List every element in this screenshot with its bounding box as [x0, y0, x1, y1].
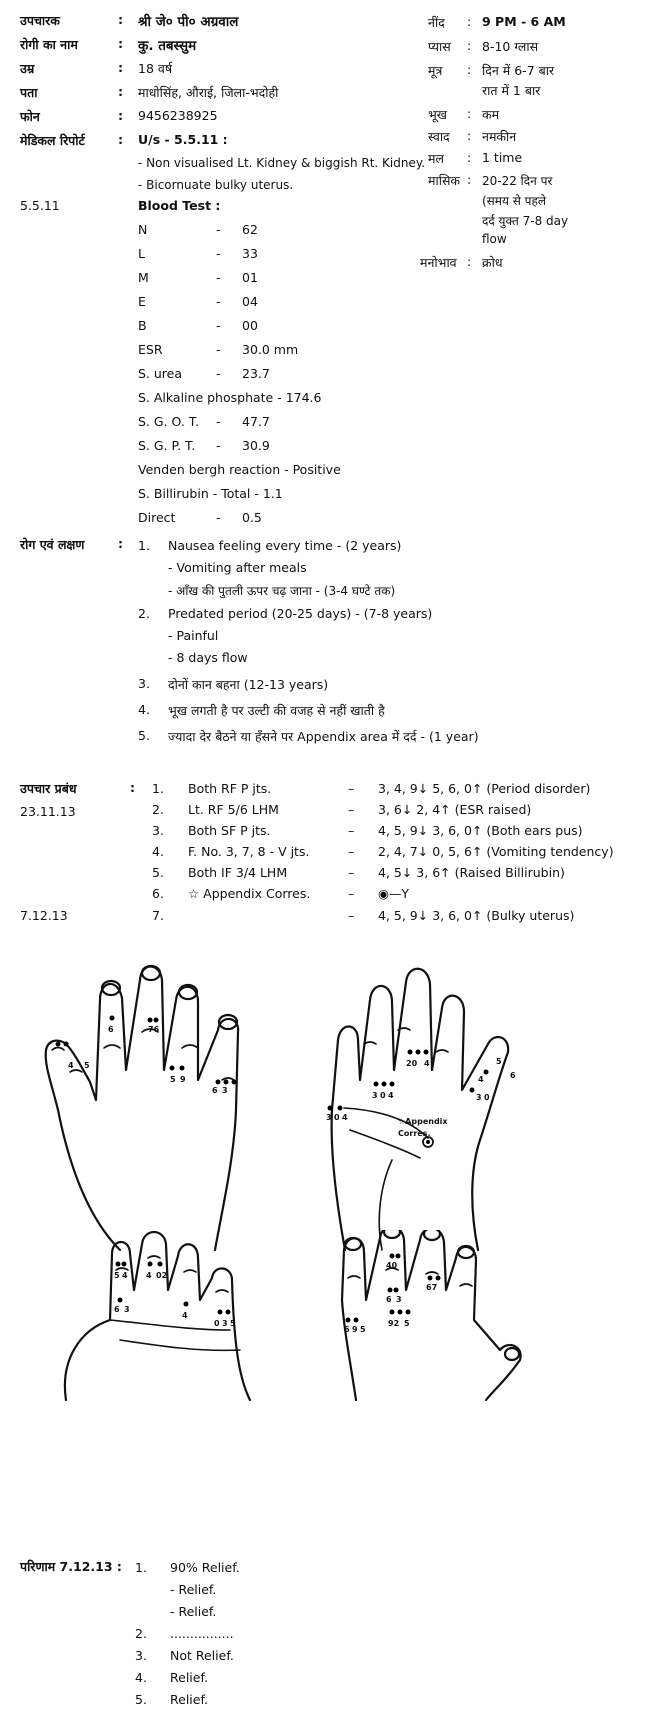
hand-4-label: 6 — [386, 1295, 392, 1304]
hand-4-label: 6 — [344, 1325, 350, 1334]
value-age: 18 वर्ष — [138, 61, 173, 76]
symptom-text: - 8 days flow — [168, 650, 248, 665]
symptom-num: 3. — [138, 676, 150, 691]
symptom-text: दोनों कान बहना (12-13 years) — [168, 677, 329, 692]
symptom-num: 2. — [138, 606, 150, 621]
label-practitioner: उपचारक — [20, 13, 60, 28]
hand-3-label: 4 — [146, 1271, 152, 1280]
hand-1-label: 5 — [170, 1075, 176, 1084]
rp-value-8: (समय से पहले — [482, 194, 546, 208]
bt-value: 01 — [242, 270, 258, 285]
label-age: उम्र — [20, 61, 35, 76]
rp-value-7: 20-22 दिन पर — [482, 174, 553, 188]
treatment-name: Both RF P jts. — [188, 781, 272, 796]
treatment-name: Both SF P jts. — [188, 823, 271, 838]
hand-2-label: 6 — [510, 1071, 516, 1080]
treatment-num: 7. — [152, 908, 164, 923]
bt-name: S. G. P. T. — [138, 438, 196, 453]
value-us-date: U/s - 5.5.11 : — [138, 132, 228, 147]
hand-4-points — [344, 1254, 441, 1335]
symptom-text: भूख लगती है पर उल्टी की वजह से नहीं खाती है — [168, 703, 385, 718]
symptom-text: Nausea feeling every time - (2 years) — [168, 538, 402, 553]
symptom-num: 1. — [138, 538, 150, 553]
treatment-num: 4. — [152, 844, 164, 859]
hand-2-label: 0 — [334, 1113, 340, 1122]
hand-4-label: 5 — [360, 1325, 366, 1334]
bt-name: S. urea — [138, 366, 183, 381]
hand-4-label: 5 — [404, 1319, 410, 1328]
result-num: 4. — [135, 1670, 147, 1685]
hand-2-label: 0 — [484, 1093, 490, 1102]
hand-1-label: 3 — [222, 1086, 228, 1095]
treatment-name: F. No. 3, 7, 8 - V jts. — [188, 844, 310, 859]
result-num: 2. — [135, 1626, 147, 1641]
rp-value-0: 9 PM - 6 AM — [482, 14, 566, 29]
treatment-points: ◉—Y — [378, 886, 410, 901]
blood-test-title: Blood Test : — [138, 198, 221, 213]
rp-value-4: कम — [482, 107, 500, 122]
hand-diagrams-bottom — [0, 1230, 650, 1410]
us-note-1: - Non visualised Lt. Kidney & biggish Rt. Kidney. — [138, 156, 426, 170]
hand-3-label: 4 — [122, 1271, 128, 1280]
bt-name: E — [138, 294, 146, 309]
rp-label-6: मल — [428, 151, 444, 166]
hand-2-label: 5 — [496, 1057, 502, 1066]
hand-1-label: 9 — [180, 1075, 186, 1084]
hand-3-label: 4 — [182, 1311, 188, 1320]
value-practitioner: श्री जे० पी० अग्रवाल — [138, 14, 239, 30]
rp-value-9: दर्द युक्त 7-8 day — [482, 214, 569, 228]
rp-label-2: मूत्र — [428, 63, 443, 78]
symptom-text: - Vomiting after meals — [168, 560, 307, 575]
result-num: 5. — [135, 1692, 147, 1707]
result-text: - Relief. — [170, 1582, 217, 1597]
rp-label-5: स्वाद — [428, 129, 450, 144]
symptom-text: Predated period (20-25 days) - (7-8 years) — [168, 606, 433, 621]
result-text: ................ — [170, 1626, 234, 1641]
symptom-num: 5. — [138, 728, 150, 743]
hand-1-label: 76 — [148, 1025, 160, 1034]
symptom-text: ज्यादा देर बैठने या हँसने पर Appendix area में दर्द - (1 year) — [168, 729, 479, 744]
hand-2-label: 3 — [326, 1113, 332, 1122]
hand-1-label: 5 — [84, 1061, 90, 1070]
value-address: माधोसिंह, औराई, जिला-भदोही — [138, 85, 279, 100]
hand-2-label: 4 — [342, 1113, 348, 1122]
us-note-2: - Bicornuate bulky uterus. — [138, 178, 294, 192]
bt-name: ESR — [138, 342, 163, 357]
hand-3-label: 3 — [124, 1305, 130, 1314]
hand-2-label: 20 — [406, 1059, 418, 1068]
hand-3-label: 3 — [222, 1319, 228, 1328]
hand-4-outline — [342, 1230, 521, 1400]
rp-label-7: मासिक — [428, 173, 461, 188]
label-medical-report: मेडिकल रिपोर्ट — [20, 133, 85, 148]
hand-4-label: 67 — [426, 1283, 438, 1292]
appendix-label: ☆Appendix — [398, 1117, 448, 1126]
hand-4-label: 92 — [388, 1319, 400, 1328]
treatment-num: 6. — [152, 886, 164, 901]
hand-4-label: 40 — [386, 1261, 398, 1270]
nail-1b — [142, 966, 160, 980]
appendix-corres-label: Corres. — [398, 1129, 431, 1138]
hand-3-label: 5 — [114, 1271, 120, 1280]
hand-2-label: 4 — [424, 1059, 430, 1068]
rp-label-4: भूख — [428, 107, 448, 122]
treatment-num: 5. — [152, 865, 164, 880]
symptoms-label: रोग एवं लक्षण — [20, 537, 85, 552]
treatment-points: 3, 4, 9↓ 5, 6, 0↑ (Period disorder) — [378, 781, 591, 796]
bt-name: L — [138, 246, 145, 261]
result-text: Relief. — [170, 1670, 208, 1685]
bt-value: 33 — [242, 246, 258, 261]
bt-name: N — [138, 222, 148, 237]
bt-name: B — [138, 318, 147, 333]
treatment-label: उपचार प्रबंध — [20, 781, 77, 796]
symptom-num: 4. — [138, 702, 150, 717]
bt-name: S. G. O. T. — [138, 414, 199, 429]
bt-value: 30.0 mm — [242, 342, 299, 357]
treatment-name: Lt. RF 5/6 LHM — [188, 802, 279, 817]
blood-test-date: 5.5.11 — [20, 198, 60, 213]
result-text: Not Relief. — [170, 1648, 234, 1663]
hand-2-label: 0 — [380, 1091, 386, 1100]
hand-1-label: 6 — [108, 1025, 114, 1034]
treatment-num: 1. — [152, 781, 164, 796]
hand-4-label: 3 — [396, 1295, 402, 1304]
rp-label-0: नींद — [428, 15, 445, 30]
treatment-num: 2. — [152, 802, 164, 817]
bt-value: 0.5 — [242, 510, 262, 525]
hand-2-label: 4 — [478, 1075, 484, 1084]
symptom-text: - आँख की पुतली ऊपर चढ़ जाना - (3-4 घण्टे तक) — [168, 584, 396, 598]
rp-value-11: क्रोध — [482, 255, 503, 270]
treatment-name: ☆ Appendix Corres. — [188, 886, 311, 901]
hand-3-label: 0 — [214, 1319, 220, 1328]
result-label: परिणाम 7.12.13 : — [20, 1559, 122, 1574]
hand-1-label: 4 — [68, 1061, 74, 1070]
treatment-name: Both IF 3/4 LHM — [188, 865, 288, 880]
treatment-date: 7.12.13 — [20, 908, 68, 923]
value-patient-name: कु. तबस्सुम — [138, 38, 197, 54]
hand-1-label: 6 — [212, 1086, 218, 1095]
rp-value-6: 1 time — [482, 150, 523, 165]
rp-value-10: flow — [482, 232, 507, 246]
hand-1-points — [56, 1016, 237, 1096]
label-patient-name: रोगी का नाम — [20, 37, 78, 52]
rp-value-5: नमकीन — [482, 129, 517, 144]
value-phone: 9456238925 — [138, 108, 218, 123]
treatment-points: 4, 5↓ 3, 6↑ (Raised Billirubin) — [378, 865, 565, 880]
hand-3-label: 02 — [156, 1271, 168, 1280]
bt-value: 04 — [242, 294, 258, 309]
hand-2-label: 3 — [476, 1093, 482, 1102]
bt-billirubin: S. Billirubin - Total - 1.1 — [138, 486, 283, 501]
result-num: 3. — [135, 1648, 147, 1663]
result-text: 90% Relief. — [170, 1560, 240, 1575]
hand-1-outline — [46, 967, 238, 1251]
result-text: Relief. — [170, 1692, 208, 1707]
rp-value-1: 8-10 ग्लास — [482, 39, 539, 54]
bt-value: 47.7 — [242, 414, 270, 429]
treatment-points: 4, 5, 9↓ 3, 6, 0↑ (Both ears pus) — [378, 823, 583, 838]
bt-venden: Venden bergh reaction - Positive — [138, 462, 341, 477]
label-address: पता — [20, 85, 38, 100]
treatment-num: 3. — [152, 823, 164, 838]
rp-value-3: रात में 1 बार — [482, 83, 541, 98]
bt-value: 62 — [242, 222, 258, 237]
hand-2-label: 3 — [372, 1091, 378, 1100]
bt-name: M — [138, 270, 149, 285]
hand-2-label: 4 — [388, 1091, 394, 1100]
bt-value: 23.7 — [242, 366, 270, 381]
treatment-points: 3, 6↓ 2, 4↑ (ESR raised) — [378, 802, 532, 817]
bt-name: Direct — [138, 510, 176, 525]
result-text: - Relief. — [170, 1604, 217, 1619]
bt-value: 00 — [242, 318, 258, 333]
rp-value-2: दिन में 6-7 बार — [482, 63, 555, 78]
hand-4-label: 9 — [352, 1325, 358, 1334]
result-num: 1. — [135, 1560, 147, 1575]
label-phone: फोन — [20, 109, 40, 124]
treatment-points: 2, 4, 7↓ 0, 5, 6↑ (Vomiting tendency) — [378, 844, 614, 859]
hand-3-label: 6 — [114, 1305, 120, 1314]
treatment-points: 4, 5, 9↓ 3, 6, 0↑ (Bulky uterus) — [378, 908, 575, 923]
treatment-date: 23.11.13 — [20, 804, 76, 819]
rp-label-11: मनोभाव — [420, 255, 457, 270]
bt-alkaline: S. Alkaline phosphate - 174.6 — [138, 390, 322, 405]
bt-value: 30.9 — [242, 438, 270, 453]
symptom-text: - Painful — [168, 628, 219, 643]
hand-3-label: 5 — [230, 1319, 236, 1328]
rp-label-1: प्यास — [428, 39, 451, 54]
hand-diagrams-top — [0, 960, 650, 1270]
